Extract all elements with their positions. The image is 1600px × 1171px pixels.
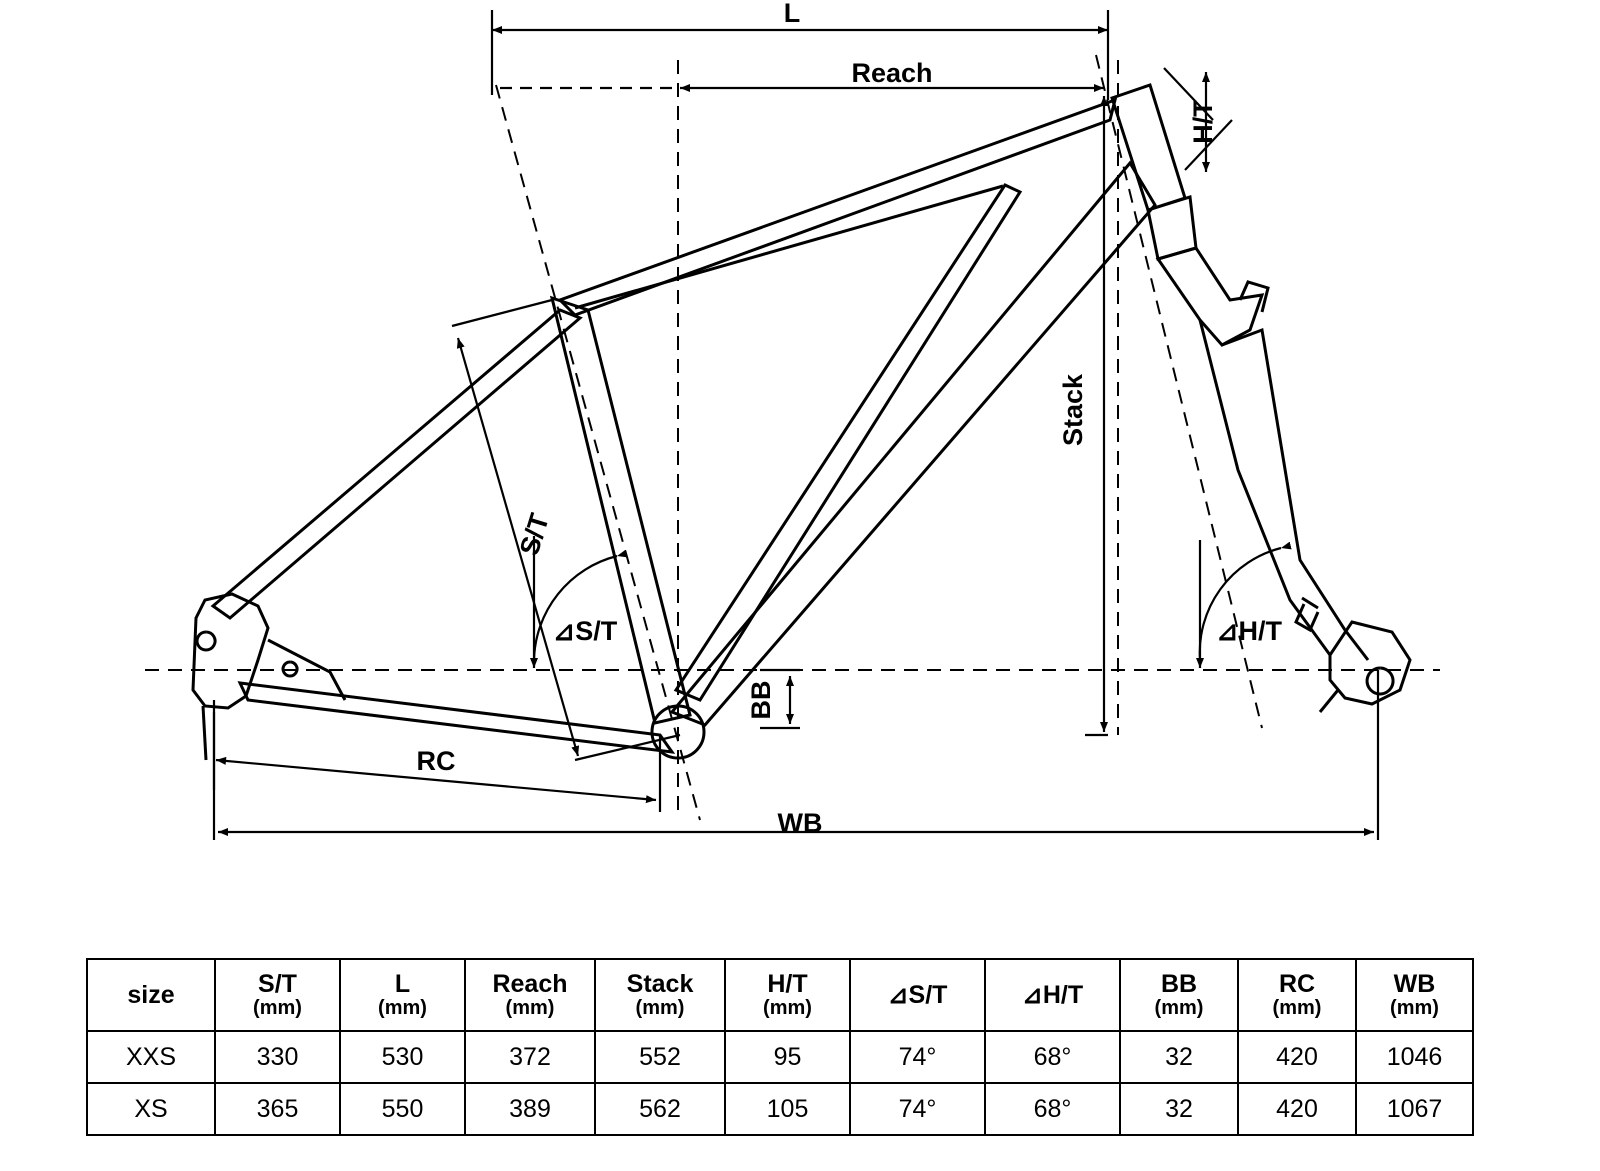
column-header-label: Stack — [626, 969, 694, 998]
column-header-label: ⊿S/T — [887, 980, 948, 1009]
cell-angle-ht: 68° — [985, 1083, 1120, 1135]
column-header-unit: (mm) — [1272, 996, 1322, 1019]
cell-size: XXS — [87, 1031, 215, 1083]
label-wb: WB — [777, 808, 823, 838]
column-header-label: L — [394, 969, 411, 998]
column-header-wb — [1356, 959, 1473, 1031]
column-header-stack — [595, 959, 725, 1031]
cell-reach: 372 — [465, 1031, 595, 1083]
column-header-label: Reach — [492, 969, 568, 998]
cell-stack: 552 — [595, 1031, 725, 1083]
label-rc: RC — [416, 746, 456, 776]
geometry-table — [86, 958, 1474, 1136]
column-header-label: BB — [1160, 969, 1198, 998]
label-l: L — [783, 0, 801, 28]
column-header-unit: (mm) — [378, 996, 427, 1019]
column-header-st — [215, 959, 340, 1031]
cell-bb: 32 — [1120, 1031, 1238, 1083]
cell-angle-ht: 68° — [985, 1031, 1120, 1083]
column-header-label: WB — [1393, 969, 1436, 998]
cell-bb: 32 — [1120, 1083, 1238, 1135]
column-header-unit: (mm) — [505, 996, 555, 1019]
cell-st: 330 — [215, 1031, 340, 1083]
cell-st: 365 — [215, 1083, 340, 1135]
dimension-labels — [417, 0, 1283, 838]
column-header-size — [87, 959, 215, 1031]
label-st: S/T — [513, 509, 555, 559]
column-header-reach — [465, 959, 595, 1031]
table-row — [87, 1083, 1473, 1135]
cell-size: XS — [87, 1083, 215, 1135]
cell-reach: 389 — [465, 1083, 595, 1135]
column-header-bb — [1120, 959, 1238, 1031]
geometry-table-wrap — [86, 958, 1472, 1136]
label-bb: BB — [746, 680, 776, 720]
label-reach: Reach — [851, 58, 933, 88]
label-ht: H/T — [1188, 100, 1218, 144]
column-header-label: RC — [1278, 969, 1316, 998]
column-header-angle-ht — [985, 959, 1120, 1031]
column-header-rc — [1238, 959, 1356, 1031]
table-row — [87, 1031, 1473, 1083]
cell-l: 530 — [340, 1031, 465, 1083]
column-header-label: ⊿H/T — [1021, 980, 1084, 1009]
column-header-ht — [725, 959, 850, 1031]
column-header-unit: (mm) — [635, 996, 685, 1019]
column-header-unit: (mm) — [253, 996, 302, 1019]
column-header-unit: (mm) — [1390, 996, 1439, 1019]
column-header-unit: (mm) — [1154, 996, 1204, 1019]
cell-l: 550 — [340, 1083, 465, 1135]
table-header-row — [87, 959, 1473, 1031]
label-stack: Stack — [1058, 373, 1088, 447]
cell-wb: 1046 — [1356, 1031, 1473, 1083]
cell-rc: 420 — [1238, 1031, 1356, 1083]
cell-ht: 105 — [725, 1083, 850, 1135]
cell-rc: 420 — [1238, 1083, 1356, 1135]
cell-stack: 562 — [595, 1083, 725, 1135]
centerline-dashes — [145, 55, 1440, 820]
frame-outline — [193, 85, 1410, 760]
column-header-label: size — [127, 980, 175, 1009]
label-angle-ht: ⊿H/T — [1215, 616, 1283, 646]
column-header-angle-st — [850, 959, 985, 1031]
column-header-unit: (mm) — [763, 996, 812, 1019]
cell-angle-st: 74° — [850, 1083, 985, 1135]
cell-angle-st: 74° — [850, 1031, 985, 1083]
label-angle-st: ⊿S/T — [552, 616, 618, 646]
column-header-label: S/T — [258, 969, 297, 998]
column-header-l — [340, 959, 465, 1031]
cell-wb: 1067 — [1356, 1083, 1473, 1135]
column-header-label: H/T — [767, 969, 808, 998]
cell-ht: 95 — [725, 1031, 850, 1083]
